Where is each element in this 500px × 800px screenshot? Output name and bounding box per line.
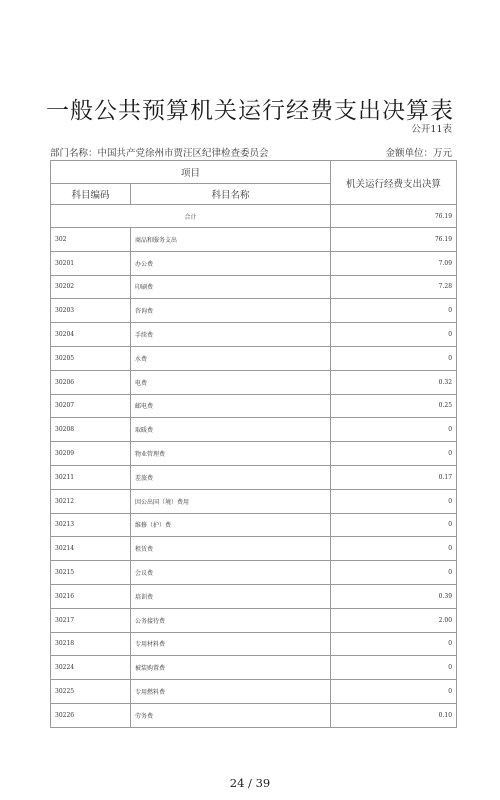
header-project: 项目 — [51, 161, 331, 184]
row-amount: 76.19 — [331, 228, 457, 252]
row-code: 30216 — [51, 584, 131, 608]
row-name: 专用材料费 — [131, 632, 331, 656]
table-row — [51, 299, 457, 323]
row-amount: 0.10 — [331, 703, 457, 727]
row-code: 30224 — [51, 656, 131, 680]
row-code: 30218 — [51, 632, 131, 656]
row-amount: 0 — [331, 299, 457, 323]
table-row — [51, 513, 457, 537]
row-code: 30201 — [51, 251, 131, 275]
row-code: 30212 — [51, 489, 131, 513]
row-amount: 0 — [331, 418, 457, 442]
total-amount: 76.19 — [331, 205, 457, 228]
table-row — [51, 656, 457, 680]
row-name: 租赁费 — [131, 537, 331, 561]
row-amount: 0.17 — [331, 465, 457, 489]
row-amount: 7.09 — [331, 251, 457, 275]
table-row — [51, 251, 457, 275]
table-row — [51, 370, 457, 394]
row-code: 30215 — [51, 561, 131, 585]
table-row — [51, 228, 457, 252]
department-name: 部门名称：中国共产党徐州市贾汪区纪律检查委员会 — [50, 148, 269, 159]
table-row — [51, 608, 457, 632]
row-amount: 0 — [331, 632, 457, 656]
row-amount: 0 — [331, 537, 457, 561]
row-name: 因公出国（境）费用 — [131, 489, 331, 513]
row-code: 302 — [51, 228, 131, 252]
row-code: 30211 — [51, 465, 131, 489]
row-code: 30203 — [51, 299, 131, 323]
table-row — [51, 680, 457, 704]
table-row — [51, 561, 457, 585]
row-name: 专用燃料费 — [131, 680, 331, 704]
row-code: 30208 — [51, 418, 131, 442]
table-row — [51, 394, 457, 418]
table-row — [51, 489, 457, 513]
row-name: 差旅费 — [131, 465, 331, 489]
row-code: 30207 — [51, 394, 131, 418]
row-code: 30202 — [51, 275, 131, 299]
table-row — [51, 346, 457, 370]
table-row — [51, 275, 457, 299]
table-row — [51, 323, 457, 347]
row-amount: 0 — [331, 561, 457, 585]
row-code: 30213 — [51, 513, 131, 537]
table-row — [51, 537, 457, 561]
row-amount: 0 — [331, 442, 457, 466]
row-code: 30209 — [51, 442, 131, 466]
row-amount: 0 — [331, 489, 457, 513]
page-title: 一般公共预算机关运行经费支出决算表 — [46, 98, 454, 124]
table-row — [51, 703, 457, 727]
header-code: 科目编码 — [51, 184, 131, 205]
row-name: 公务接待费 — [131, 608, 331, 632]
table-row — [51, 584, 457, 608]
expenditure-table — [50, 160, 457, 728]
row-name: 电费 — [131, 370, 331, 394]
form-number: 公开11表 — [411, 124, 452, 135]
row-name: 培训费 — [131, 584, 331, 608]
row-amount: 0.39 — [331, 584, 457, 608]
header-name: 科目名称 — [131, 184, 331, 205]
row-code: 30205 — [51, 346, 131, 370]
row-amount: 7.28 — [331, 275, 457, 299]
row-amount: 0 — [331, 513, 457, 537]
row-amount: 0 — [331, 656, 457, 680]
table-row — [51, 418, 457, 442]
total-row — [51, 205, 457, 228]
page-number: 24 / 39 — [229, 776, 271, 790]
row-code: 30204 — [51, 323, 131, 347]
row-name: 商品和服务支出 — [131, 228, 331, 252]
row-name: 印刷费 — [131, 275, 331, 299]
row-name: 咨询费 — [131, 299, 331, 323]
row-code: 30217 — [51, 608, 131, 632]
amount-unit: 金额单位：万元 — [385, 148, 452, 159]
row-name: 维修（护）费 — [131, 513, 331, 537]
row-amount: 0.25 — [331, 394, 457, 418]
row-name: 办公费 — [131, 251, 331, 275]
row-amount: 0 — [331, 323, 457, 347]
row-code: 30225 — [51, 680, 131, 704]
row-name: 劳务费 — [131, 703, 331, 727]
row-amount: 0 — [331, 346, 457, 370]
table-row — [51, 632, 457, 656]
row-name: 取暖费 — [131, 418, 331, 442]
row-name: 水费 — [131, 346, 331, 370]
table-row — [51, 465, 457, 489]
header-amount: 机关运行经费支出决算 — [331, 161, 457, 205]
row-amount: 0 — [331, 680, 457, 704]
row-name: 被装购置费 — [131, 656, 331, 680]
row-name: 物业管理费 — [131, 442, 331, 466]
row-name: 手续费 — [131, 323, 331, 347]
total-label: 合计 — [51, 205, 331, 228]
row-code: 30206 — [51, 370, 131, 394]
row-amount: 2.00 — [331, 608, 457, 632]
row-name: 会议费 — [131, 561, 331, 585]
row-code: 30214 — [51, 537, 131, 561]
table-row — [51, 442, 457, 466]
row-name: 邮电费 — [131, 394, 331, 418]
row-amount: 0.32 — [331, 370, 457, 394]
row-code: 30226 — [51, 703, 131, 727]
